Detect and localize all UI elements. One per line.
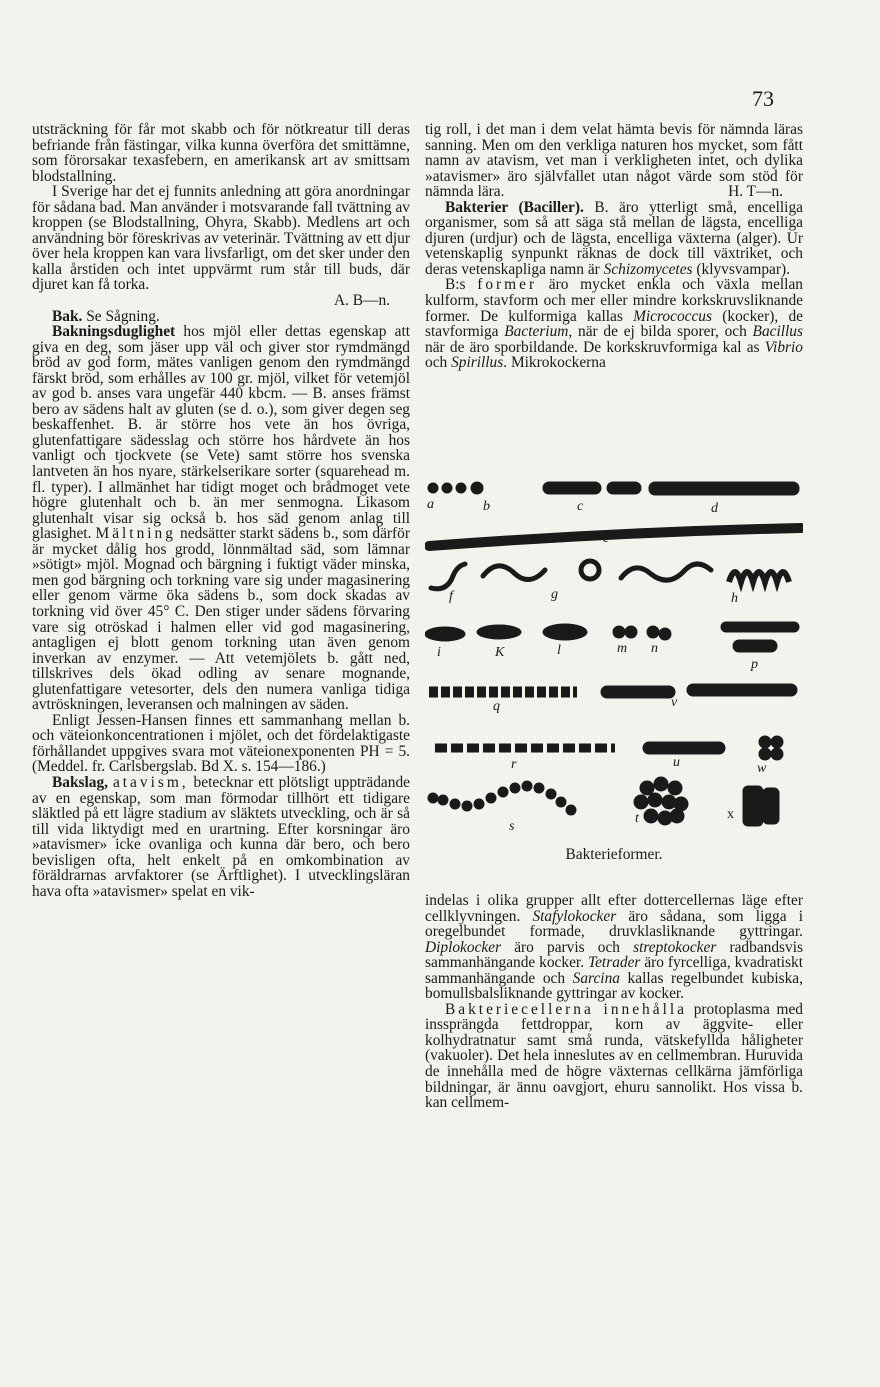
term: streptokocker (633, 938, 717, 956)
figure-label: q (493, 699, 500, 714)
text: protoplasma med inssprängda fettdroppar, korn av äggvite- eller kolhydratnatur samt små runda, vätskefyllda håligheter (vakuoler). Det hela inneslutes av en cellmembran. Huruvida de innehålla med de högre växternas cellkärna jämförliga bildningar, är ännu oavgjort, ehuru sannolikt. Hos vissa b. kan cellmem- (425, 1000, 803, 1112)
entry-text: (klyvsvampar). (692, 260, 790, 278)
rod-i (425, 627, 465, 641)
figure-label: n (651, 641, 658, 656)
entry-text: B. äro ytterligt små, encelliga organismer, som så att säga stå mellan de lägsta, encelliga djuren (urdjur) och de lägsta, encelliga växterna (alger). Ur vetenskaplig synpunkt räknas de dock till växtriket, och deras vetenskapliga namn är (425, 198, 803, 278)
chain-p (721, 622, 799, 652)
entry-bakningsduglighet (32, 324, 410, 713)
figure-label: s (509, 819, 515, 834)
figure-label: h (731, 591, 738, 606)
latin-term: Micrococcus (633, 307, 712, 325)
latin-term: Bacillus (752, 323, 803, 341)
tetrad-w (759, 736, 783, 760)
figure-label: g (551, 587, 558, 602)
cocci-group-a (428, 482, 483, 494)
entry-text: hos mjöl eller dettas egenskap att giva en deg, som jäser upp väl och giver stor rymdmängd bröd av god form, mätes vanligen genom den rymdmängd färskt bröd, som erhålles av 100 gr. mjöl, vilket för vetemjöl av god b. anses vara ungefär 440 kbcm. — B. anses främst bero av sädens halt av gluten (se d. o.), som giver degen seg beskaffenhet. B. är större hos vete än hos övriga, glutenfattigare sädesslag och större hos hårdvete än hos vanligt och tjockvete (se Vete) samt större hos svenska lantveten än hos nyare, stärkelserikare sorter (squarehead m. fl. typer). I allmänhet har tidigt moget och brådmoget vete högre glutenhalt och b. än mer senmogna. Likasom glutenhalt visar sig också b. hos säd genom anlag till glasighet. (32, 323, 410, 543)
figure-label: t (635, 811, 639, 826)
paragraph: utsträckning för får mot skabb och för nötkreatur till deras befriande från fästingar, vilka kunna överföra det smittämne, som förorsakar texasfebern, en amerikansk art av smittsam blodstallning. (32, 121, 410, 185)
figure-label: p (751, 657, 758, 672)
figure-label: v (671, 695, 678, 710)
paragraph-text: tig roll, i det man i dem velat hämta bevis för nämnda läras sanning. Men om den verkliga naturen hos mycket, som fått namn av atavism, vet man i verkligheten intet, och dylika »atavismer» äro självfallet utan något värde som stöd för nämnda lära. (425, 121, 803, 201)
rods-group-c (543, 482, 641, 494)
paragraph-former (425, 277, 803, 370)
text: , när de ej bilda sporer, och (568, 323, 753, 341)
entry-text: nedsätter starkt sädens b., som därför är mycket dålig hos grodd, lönnmältad säd, som lämnar »sötigt» mjöl. Mognad och bärgning i fuktigt väder minska, men god bärgning och torkning vare sig under magasinering eller genom värme öka sädens b., som dock skadas av torkning vid över 45° C. Den stiger under sädens förvaring vare sig otröskad i halmen eller vid god magasinering, antagligen ej blott genom torkning utan även genom inverkan av enzymer. — Att vetemjölets b. gått ned, tillskrives dels ökad odling av senare mognande, glutenfattigare vetesorter, dels den numera vanliga tidiga avtröskningen, leveransen och malningen av säden. (32, 525, 410, 714)
chain-v2 (687, 684, 797, 696)
latin-term: Spirillus (451, 354, 504, 372)
right-column-top (425, 122, 803, 371)
term: Sarcina (572, 969, 620, 987)
figure-label: f (449, 589, 453, 604)
term: Stafylokocker (532, 907, 617, 925)
signature: H. T—n. (728, 183, 783, 201)
entry-bakterier (425, 200, 803, 278)
entry-bakslag (32, 775, 410, 899)
entry-headword: Bak. (52, 307, 83, 325)
text: (kocker), de stavformiga (425, 307, 803, 341)
figure-label: i (437, 645, 441, 660)
term: Tetrader (587, 954, 641, 972)
rod-k (477, 625, 521, 639)
latin-term: Schizomycetes (603, 260, 693, 278)
left-column (32, 122, 410, 899)
figure-label: l (557, 643, 561, 658)
bacteria-illustration (425, 470, 803, 840)
spaced-term: atavism, (112, 773, 189, 791)
staphylococci-t (634, 777, 688, 825)
figure-caption: Bakterieformer. (565, 846, 663, 863)
long-rod-e (429, 528, 801, 546)
text: äro fyrcelliga, kvadratiskt sammanhängande och (425, 954, 803, 987)
text: kallas regelbundet kubiska, bomullsbalsliknande gyttringar av kocker. (425, 969, 803, 1003)
text: äro mycket enkla och växla mellan kulform, stavform och mer eller mindre korkskruvsliknande former. De kulformiga kallas (425, 276, 803, 325)
entry-headword: Bakningsduglighet (52, 323, 176, 341)
page-number: 73 (752, 86, 774, 111)
chain-v1 (601, 686, 675, 698)
text: indelas i olika grupper allt efter dottercellernas läge efter cellklyvningen. (425, 892, 803, 925)
paragraph (425, 1002, 803, 1111)
figure-label: d (711, 501, 718, 516)
chain-u (643, 742, 725, 754)
figure-label: K (495, 645, 505, 660)
latin-term: Vibrio (764, 338, 803, 356)
spiral-f (431, 564, 465, 589)
streptococci-s (428, 781, 576, 815)
text: . Mikrokockerna (503, 354, 606, 372)
bacteria-figure (425, 470, 803, 870)
figure-label: m (617, 641, 628, 656)
paragraph (425, 122, 803, 200)
text: radbandsvis sammanhängande kocker. (425, 938, 803, 972)
spaced-term: Bakteriecellerna innehålla (445, 1000, 687, 1018)
figure-label: b (483, 499, 490, 514)
paragraph: I Sverige har det ej funnits anledning att göra anordningar för sådana bad. Man använder i motsvarande fall tvättning av kroppen (se Blodstallning, Ohyra, Skabb). Medlens art och användning bör föreskrivas av veterinär. Tvättning av ett djur över hela kroppen kan vara livsfarligt, om det sker under den kalla årstiden och intet uppvärmt rum står till buds, där djuret kan få torka. (32, 183, 410, 294)
diplococci-mn (613, 626, 671, 640)
term: Diplokocker (425, 938, 502, 956)
spiral-g1 (483, 566, 545, 580)
signature: A. B—n. (333, 292, 390, 310)
figure-label: x (727, 807, 734, 822)
text: äro sådana, som ligga i oregelbundet formade, druvklasliknande gyttringar. (425, 907, 803, 941)
spiral-g3 (621, 564, 711, 580)
sarcina-x (743, 786, 779, 826)
spiral-h (729, 572, 789, 582)
figure-label: u (673, 755, 680, 770)
spaced-term: Mältning (95, 525, 176, 543)
text: när de äro sporbildande. De korkskruvformiga kal as (425, 338, 765, 356)
entry-bak (32, 309, 410, 325)
spiral-g2 (581, 561, 599, 579)
text: och (425, 354, 452, 372)
entry-text: Se Sågning. (82, 307, 160, 325)
text: B:s (445, 276, 478, 294)
latin-term: Bacterium (504, 323, 569, 341)
right-column-bottom (425, 893, 803, 1111)
spaced-term: former (477, 276, 538, 294)
entry-text: betecknar ett plötsligt uppträdande av en egenskap, som man förmodar tillhört ett tidigare släktled på ett lägre stadium av släktets utveckling, och är så till vida liktydigt med en urartning. Efter korsningar äro »atavismer» icke ovanliga och kunna där bero, och bero bevisligen ofta, helt enkelt på en omkombination av föräldrarnas arvfaktorer (se Ärftlighet). I utvecklingsläran hava ofta »atavismer» spelat en vik- (32, 773, 410, 900)
paragraph (425, 893, 803, 1002)
rod-group-d (649, 482, 799, 495)
figure-label: r (511, 757, 517, 772)
figure-label: e (603, 531, 610, 546)
paragraph: Enligt Jessen-Hansen finnes ett sammanhang mellan b. och väteionkoncentrationen i mjölet, och det fördelaktigaste förhållandet uppgives svara mot väteionexponenten PH = 5. (Meddel. fr. Carlsbergslab. Bd X. s. 154—186.) (32, 711, 410, 776)
rod-l (543, 624, 587, 640)
figure-label: c (577, 499, 584, 514)
figure-label: a (427, 497, 434, 512)
entry-headword: Bakterier (Baciller). (445, 198, 584, 216)
text: äro parvis och (501, 938, 634, 956)
entry-headword: Bakslag, (52, 773, 109, 791)
figure-label: w (757, 761, 767, 776)
